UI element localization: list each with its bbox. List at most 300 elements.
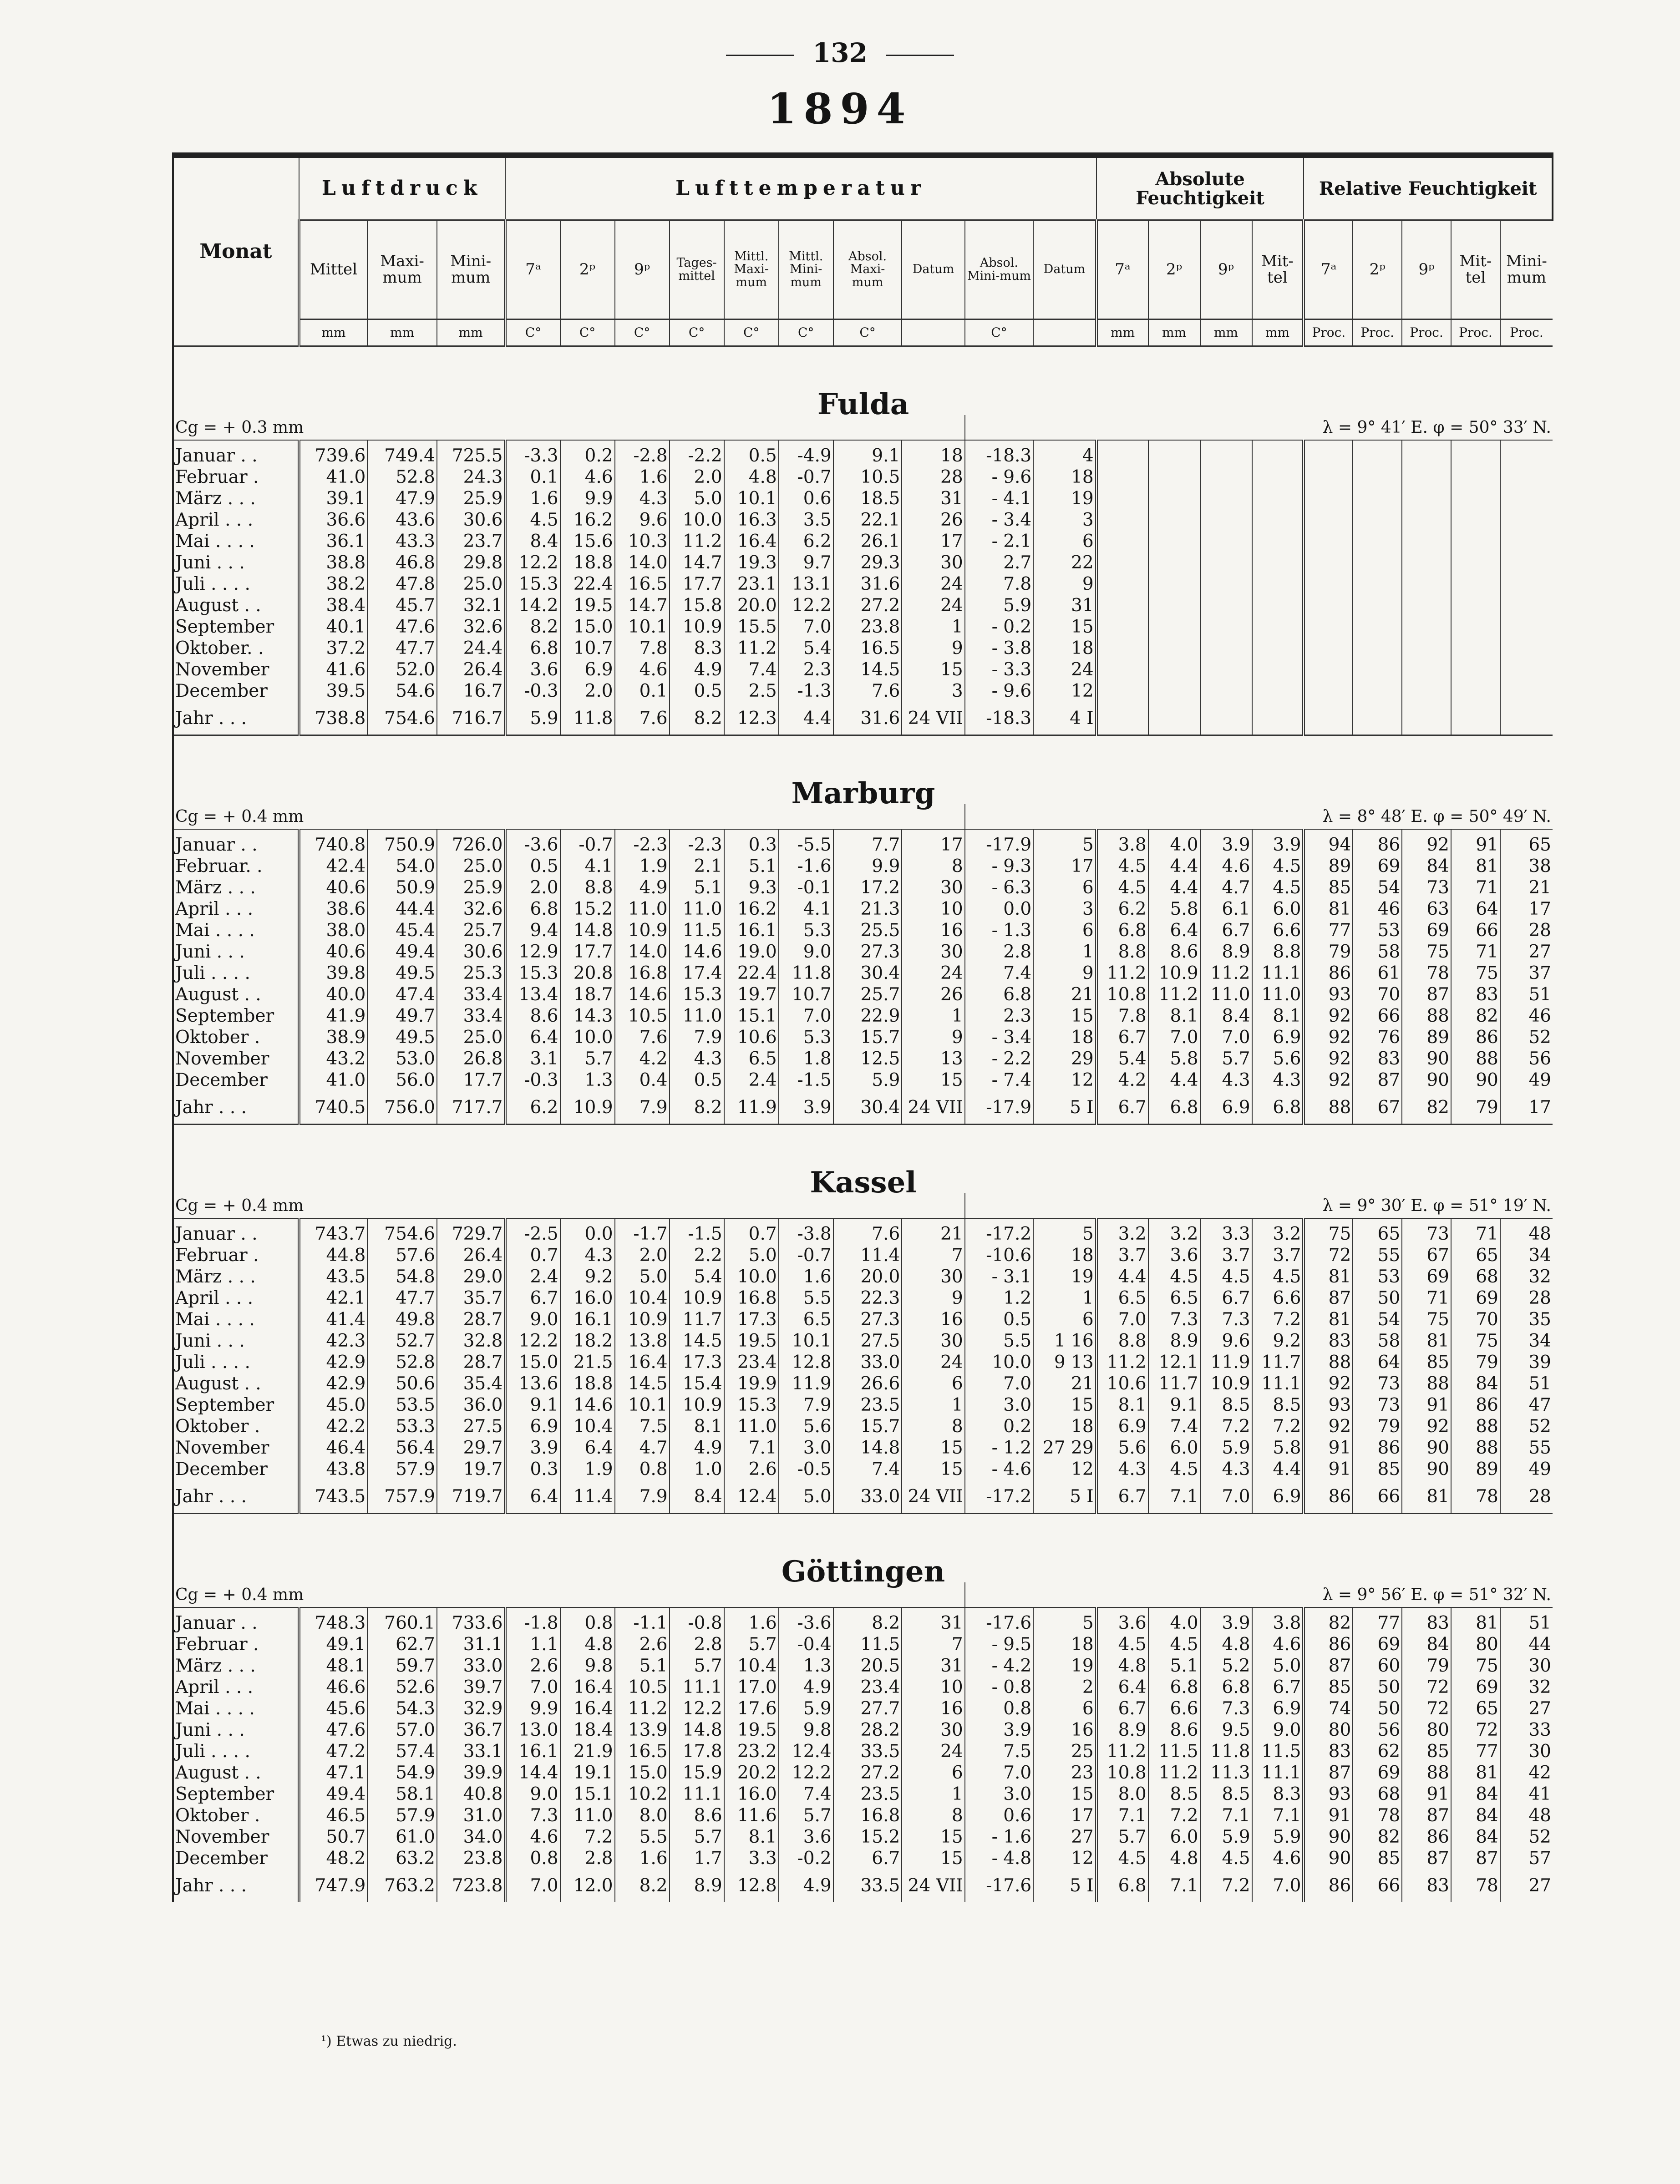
table-cell: 1	[1033, 941, 1096, 963]
table-cell: 7.3	[1200, 1698, 1252, 1719]
table-cell: 16.4	[615, 1352, 670, 1373]
table-cell: 7.1	[1148, 1480, 1200, 1514]
table-cell	[1096, 659, 1148, 680]
spacer-cell	[1252, 440, 1304, 445]
table-cell: 12.1	[1148, 1352, 1200, 1373]
table-cell: 73	[1353, 1373, 1402, 1394]
table-cell: 15	[902, 1848, 964, 1869]
table-cell: 32	[1500, 1266, 1553, 1287]
table-cell: - 9.3	[965, 856, 1034, 877]
table-cell: 26.6	[833, 1373, 902, 1394]
table-cell: 27.3	[833, 941, 902, 963]
table-cell: 30.4	[833, 1091, 902, 1125]
table-cell: 86	[1304, 963, 1353, 984]
spacer-cell	[505, 829, 560, 834]
table-cell: 6	[902, 1762, 964, 1784]
table-cell: 9	[1033, 963, 1096, 984]
table-cell: 19	[1033, 1266, 1096, 1287]
table-cell: 41.9	[299, 1005, 368, 1027]
table-cell: 84	[1402, 1634, 1451, 1655]
table-cell: 756.0	[367, 1091, 437, 1125]
table-cell: 5.9	[1252, 1826, 1304, 1848]
table-cell: 85	[1353, 1848, 1402, 1869]
table-cell: 52.8	[367, 466, 437, 488]
table-cell: 9.0	[505, 1784, 560, 1805]
table-cell: 17	[902, 834, 964, 856]
table-cell: 11.4	[833, 1245, 902, 1266]
spacer-cell	[437, 1607, 506, 1612]
table-cell: 15.9	[670, 1762, 724, 1784]
table-cell: -1.5	[779, 1069, 833, 1091]
table-cell: 2.6	[724, 1459, 779, 1480]
table-cell: 31.6	[833, 702, 902, 735]
table-cell: 18.8	[560, 552, 615, 573]
table-cell: 11.7	[1252, 1352, 1304, 1373]
table-cell	[1200, 466, 1252, 488]
table-cell: 4.5	[1252, 877, 1304, 898]
table-cell: 3.2	[1252, 1223, 1304, 1245]
table-cell: 93	[1304, 1784, 1353, 1805]
table-cell: -0.8	[670, 1612, 724, 1634]
table-cell: 12.2	[670, 1698, 724, 1719]
table-cell: 1.6	[779, 1266, 833, 1287]
spacer-cell	[1033, 1607, 1096, 1612]
table-cell: 27.5	[833, 1330, 902, 1352]
table-cell: 25.9	[437, 877, 506, 898]
table-cell: 66	[1451, 920, 1500, 941]
table-cell: 9.6	[615, 509, 670, 531]
table-cell: 69	[1353, 1762, 1402, 1784]
table-cell: 6.4	[560, 1437, 615, 1459]
month-label: December	[173, 1848, 299, 1869]
table-cell: 17.2	[833, 877, 902, 898]
table-cell: 66	[1353, 1005, 1402, 1027]
table-cell: 8.5	[1148, 1784, 1200, 1805]
table-cell: 11.2	[1096, 1741, 1148, 1762]
month-label: August . .	[173, 1762, 299, 1784]
table-cell: 76	[1353, 1027, 1402, 1048]
table-cell: 763.2	[367, 1869, 437, 1902]
table-cell: 9.9	[833, 856, 902, 877]
table-cell: 15.1	[724, 1005, 779, 1027]
table-cell: 13.8	[615, 1330, 670, 1352]
table-cell: 740.8	[299, 834, 368, 856]
spacer-row	[173, 1607, 1553, 1612]
table-cell: 85	[1402, 1352, 1451, 1373]
table-cell: 34	[1500, 1330, 1553, 1352]
table-cell: 27	[1033, 1826, 1096, 1848]
table-cell: 0.1	[505, 466, 560, 488]
table-cell	[1148, 702, 1200, 735]
table-cell: 6.2	[779, 531, 833, 552]
table-cell: 0.8	[560, 1612, 615, 1634]
table-cell: 92	[1304, 1048, 1353, 1069]
table-cell: 85	[1304, 877, 1353, 898]
month-label: Juli . . . .	[173, 963, 299, 984]
table-row	[173, 1223, 1553, 1245]
table-cell: 10.7	[779, 984, 833, 1005]
table-cell: 59.7	[367, 1655, 437, 1677]
table-cell: 17.3	[724, 1309, 779, 1330]
table-cell: 10.9	[1148, 963, 1200, 984]
table-row	[173, 1677, 1553, 1698]
table-cell: 743.7	[299, 1223, 368, 1245]
table-cell: 8.6	[1148, 1719, 1200, 1741]
table-cell: 57.9	[367, 1805, 437, 1826]
table-cell: -0.7	[560, 834, 615, 856]
table-cell: -0.3	[505, 680, 560, 702]
table-cell: 7.2	[1148, 1805, 1200, 1826]
table-cell: 7.6	[615, 702, 670, 735]
table-cell: 33.5	[833, 1869, 902, 1902]
table-cell	[1402, 702, 1451, 735]
table-cell: 7.6	[615, 1027, 670, 1048]
spacer-cell	[299, 440, 368, 445]
table-cell	[1353, 616, 1402, 638]
table-cell: 50.6	[367, 1373, 437, 1394]
table-cell: 31.0	[437, 1805, 506, 1826]
table-cell: 49.1	[299, 1634, 368, 1655]
month-label: Juli . . . .	[173, 573, 299, 595]
col-header: 7ᵃ	[1096, 220, 1148, 319]
table-cell: 7.2	[560, 1826, 615, 1848]
table-cell	[1500, 702, 1553, 735]
table-cell: 5.0	[670, 488, 724, 509]
table-cell: 5.6	[1252, 1048, 1304, 1069]
table-cell: 87	[1304, 1762, 1353, 1784]
table-row	[173, 1027, 1553, 1048]
table-cell	[1200, 659, 1252, 680]
table-cell: 32	[1500, 1677, 1553, 1698]
table-cell	[1500, 680, 1553, 702]
table-cell: 17	[1500, 898, 1553, 920]
table-cell	[1451, 531, 1500, 552]
table-cell: 0.7	[724, 1223, 779, 1245]
table-cell: 25.7	[437, 920, 506, 941]
table-cell: 47.9	[367, 488, 437, 509]
spacer-cell	[560, 1218, 615, 1223]
table-cell	[1304, 466, 1353, 488]
table-cell: 15.7	[833, 1416, 902, 1437]
table-cell: 18	[1033, 1027, 1096, 1048]
table-cell: 0.2	[560, 445, 615, 466]
table-cell	[1402, 466, 1451, 488]
table-cell: 15.6	[560, 531, 615, 552]
table-cell: 86	[1304, 1634, 1353, 1655]
table-cell: 81	[1451, 1612, 1500, 1634]
table-cell	[1148, 466, 1200, 488]
table-cell: 14.7	[670, 552, 724, 573]
spacer-cell	[1148, 1607, 1200, 1612]
table-cell: 10.1	[779, 1330, 833, 1352]
spacer-cell	[1096, 1218, 1148, 1223]
spacer-cell	[965, 1218, 1034, 1223]
table-cell	[1096, 466, 1148, 488]
table-cell: 16.1	[560, 1309, 615, 1330]
table-cell: 24	[902, 1741, 964, 1762]
month-label: November	[173, 1826, 299, 1848]
spacer-cell	[299, 829, 368, 834]
table-cell	[1096, 445, 1148, 466]
table-cell: - 2.1	[965, 531, 1034, 552]
table-cell: 10.2	[615, 1784, 670, 1805]
table-cell: 6	[1033, 920, 1096, 941]
table-cell: 8.4	[505, 531, 560, 552]
table-cell: 22	[1033, 552, 1096, 573]
table-cell: -1.6	[779, 856, 833, 877]
table-cell: 79	[1304, 941, 1353, 963]
table-cell: 3.9	[1252, 834, 1304, 856]
table-cell: 11.4	[560, 1480, 615, 1514]
table-cell	[1451, 702, 1500, 735]
table-cell: 4.4	[1148, 877, 1200, 898]
spacer-row	[173, 440, 1553, 445]
table-cell: 54	[1353, 877, 1402, 898]
unit-label	[902, 319, 964, 346]
col-header: Mittel	[299, 220, 368, 319]
table-cell: 8.2	[505, 616, 560, 638]
table-cell: 9.8	[560, 1655, 615, 1677]
table-cell: 6.8	[505, 898, 560, 920]
table-cell: 11.3	[1200, 1762, 1252, 1784]
table-cell: 7.1	[1252, 1805, 1304, 1826]
table-cell: 43.3	[367, 531, 437, 552]
month-label: Juni . . .	[173, 1330, 299, 1352]
table-cell: 79	[1451, 1352, 1500, 1373]
table-cell: 15	[902, 1826, 964, 1848]
month-label: Februar. .	[173, 856, 299, 877]
table-cell: 38.9	[299, 1027, 368, 1048]
table-cell: 37.2	[299, 638, 368, 659]
table-cell: -0.2	[779, 1848, 833, 1869]
spacer-cell	[965, 829, 1034, 834]
spacer-cell	[173, 829, 299, 834]
table-cell	[1096, 573, 1148, 595]
table-cell: 41.6	[299, 659, 368, 680]
table-cell	[1148, 531, 1200, 552]
table-cell: - 9.6	[965, 680, 1034, 702]
table-cell: 749.4	[367, 445, 437, 466]
table-cell: 10.9	[560, 1091, 615, 1125]
table-cell: 14.5	[670, 1330, 724, 1352]
table-cell: 94	[1304, 834, 1353, 856]
table-cell: 11.2	[1096, 1352, 1148, 1373]
table-cell: 1	[902, 1005, 964, 1027]
table-cell: 4.3	[560, 1245, 615, 1266]
table-cell: 20.5	[833, 1655, 902, 1677]
table-cell: 5.6	[779, 1416, 833, 1437]
table-cell: 16	[1033, 1719, 1096, 1741]
table-cell: 83	[1402, 1869, 1451, 1902]
table-cell: 1	[1033, 1287, 1096, 1309]
table-cell: 0.3	[505, 1459, 560, 1480]
table-cell: 10.5	[615, 1677, 670, 1698]
table-cell: 27	[1500, 941, 1553, 963]
table-cell: 6.5	[1148, 1287, 1200, 1309]
footnote: ¹) Etwas zu niedrig.	[321, 2033, 457, 2049]
table-cell: 31.6	[833, 573, 902, 595]
table-cell: 88	[1304, 1091, 1353, 1125]
spacer-cell	[505, 440, 560, 445]
table-cell: 2.4	[724, 1069, 779, 1091]
table-cell: 28.7	[437, 1352, 506, 1373]
table-cell	[1451, 466, 1500, 488]
table-cell: 69	[1402, 920, 1451, 941]
page-number: 132	[0, 37, 1680, 68]
table-cell: 6.8	[1200, 1677, 1252, 1698]
table-cell: 6.7	[1096, 1091, 1148, 1125]
table-cell: 4.2	[1096, 1069, 1148, 1091]
station-name: Marburg	[173, 735, 1553, 805]
table-cell: 14.8	[670, 1719, 724, 1741]
table-cell: 723.8	[437, 1869, 506, 1902]
table-cell: 17	[902, 531, 964, 552]
table-cell: 15.3	[505, 573, 560, 595]
table-cell: 12.8	[724, 1869, 779, 1902]
table-cell: 6.9	[505, 1416, 560, 1437]
table-cell: 69	[1353, 1634, 1402, 1655]
month-label: Februar .	[173, 1634, 299, 1655]
table-cell: 49.8	[367, 1309, 437, 1330]
table-cell: 733.6	[437, 1612, 506, 1634]
table-cell: 3.3	[1200, 1223, 1252, 1245]
table-cell: 10.0	[670, 509, 724, 531]
table-cell: - 1.3	[965, 920, 1034, 941]
table-cell: 8.0	[1096, 1784, 1148, 1805]
table-cell: 90	[1304, 1848, 1353, 1869]
table-cell: 27.2	[833, 1762, 902, 1784]
table-cell: 91	[1304, 1459, 1353, 1480]
table-cell: 5.0	[724, 1245, 779, 1266]
table-cell: 86	[1304, 1480, 1353, 1514]
table-cell: 87	[1353, 1069, 1402, 1091]
table-cell: 65	[1500, 834, 1553, 856]
table-cell	[1252, 531, 1304, 552]
table-cell: 86	[1353, 1437, 1402, 1459]
table-cell: 81	[1451, 1762, 1500, 1784]
spacer-cell	[1451, 440, 1500, 445]
month-label: Januar . .	[173, 1612, 299, 1634]
table-cell: 43.5	[299, 1266, 368, 1287]
table-cell: 25.9	[437, 488, 506, 509]
table-cell	[1451, 552, 1500, 573]
table-cell: 9 13	[1033, 1352, 1096, 1373]
unit-label: mm	[1148, 319, 1200, 346]
table-cell: 33.0	[833, 1480, 902, 1514]
col-header: 9ᵖ	[615, 220, 670, 319]
spacer-cell	[1500, 440, 1553, 445]
table-cell	[1200, 531, 1252, 552]
table-cell: -17.6	[965, 1612, 1034, 1634]
table-cell: 5.9	[833, 1069, 902, 1091]
spacer-cell	[1096, 1607, 1148, 1612]
table-cell: 6.6	[1148, 1698, 1200, 1719]
table-cell: 46.4	[299, 1437, 368, 1459]
table-cell: 9.3	[724, 877, 779, 898]
table-cell: 4.5	[1148, 1266, 1200, 1287]
spacer-cell	[670, 829, 724, 834]
month-label: September	[173, 1784, 299, 1805]
table-cell: 2.8	[965, 941, 1034, 963]
spacer-cell	[1200, 440, 1252, 445]
table-cell: 5.7	[1200, 1048, 1252, 1069]
table-cell	[1402, 509, 1451, 531]
table-cell: 6.4	[1148, 920, 1200, 941]
month-label: April . . .	[173, 1287, 299, 1309]
station-coordinates: λ = 9° 56′ E. φ = 51° 32′ N.	[965, 1582, 1553, 1607]
table-cell: 28	[902, 466, 964, 488]
table-cell: 1.6	[615, 1848, 670, 1869]
table-cell	[1500, 552, 1553, 573]
table-cell: 21.5	[560, 1352, 615, 1373]
table-row	[173, 1762, 1553, 1784]
table-cell: 92	[1304, 1069, 1353, 1091]
table-cell: 11.1	[1252, 963, 1304, 984]
table-cell: -3.6	[779, 1612, 833, 1634]
table-cell: -2.3	[670, 834, 724, 856]
spacer-cell	[1200, 1218, 1252, 1223]
table-cell: 65	[1451, 1698, 1500, 1719]
table-cell: 91	[1402, 1784, 1451, 1805]
table-cell: 42.9	[299, 1352, 368, 1373]
unit-label: C°	[779, 319, 833, 346]
table-cell: 8.8	[1096, 941, 1148, 963]
table-cell	[1096, 488, 1148, 509]
table-cell: 14.6	[560, 1394, 615, 1416]
table-cell: 4.5	[1096, 1634, 1148, 1655]
table-cell: 21	[1500, 877, 1553, 898]
table-cell: 19.3	[724, 552, 779, 573]
table-cell: 87	[1451, 1848, 1500, 1869]
table-cell: 41.0	[299, 1069, 368, 1091]
spacer-cell	[1033, 829, 1096, 834]
table-cell: 8.5	[1200, 1394, 1252, 1416]
table-cell: 23.2	[724, 1741, 779, 1762]
table-cell: 87	[1402, 1805, 1451, 1826]
table-cell: - 9.5	[965, 1634, 1034, 1655]
table-cell: 0.5	[724, 445, 779, 466]
table-cell: 18.7	[560, 984, 615, 1005]
table-cell: 11.0	[670, 1005, 724, 1027]
station-header	[173, 1514, 1553, 1583]
table-cell: 23.4	[833, 1677, 902, 1698]
spacer-cell	[437, 1218, 506, 1223]
table-cell: 24	[902, 963, 964, 984]
table-cell: 13.0	[505, 1719, 560, 1741]
table-cell: 0.8	[505, 1848, 560, 1869]
table-cell: 11.2	[1148, 984, 1200, 1005]
table-cell: 46.6	[299, 1677, 368, 1698]
table-cell: 6.8	[1252, 1091, 1304, 1125]
table-cell: 6.7	[1096, 1027, 1148, 1048]
table-cell: 4.3	[1252, 1069, 1304, 1091]
table-cell: 53.3	[367, 1416, 437, 1437]
table-cell: 8.1	[670, 1416, 724, 1437]
table-cell: 4.5	[1200, 1266, 1252, 1287]
col-header: Absol. Mini-mum	[965, 220, 1034, 319]
table-cell: 4.8	[1200, 1634, 1252, 1655]
table-cell: 14.6	[615, 984, 670, 1005]
table-cell: 4.3	[1200, 1069, 1252, 1091]
table-cell: -5.5	[779, 834, 833, 856]
table-cell: 25.0	[437, 1027, 506, 1048]
table-cell: 6	[1033, 1698, 1096, 1719]
table-cell: 7.8	[615, 638, 670, 659]
table-cell: 5.3	[779, 1027, 833, 1048]
jahr-row	[173, 1869, 1553, 1902]
table-cell: - 6.3	[965, 877, 1034, 898]
table-cell	[1096, 595, 1148, 616]
